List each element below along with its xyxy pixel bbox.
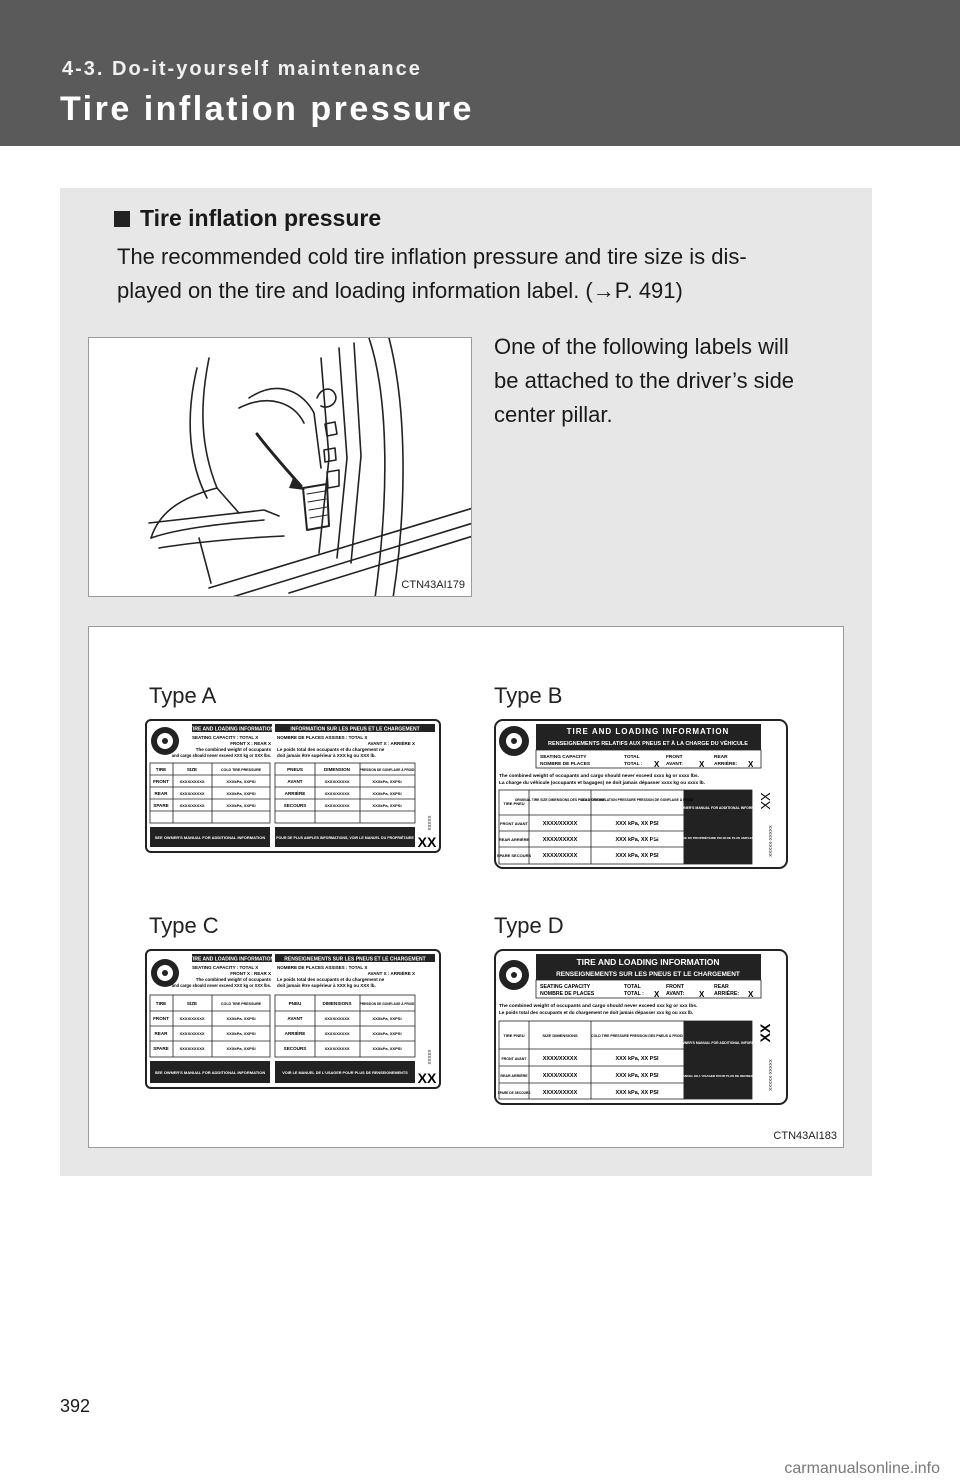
col-header: SIZE: [186, 1001, 198, 1006]
size-value: XXXX/XXXXX: [542, 1056, 578, 1062]
tire-icon: [151, 727, 179, 755]
combined-weight: The combined weight of occupants: [195, 747, 271, 752]
intro-paragraph: [117, 240, 847, 308]
xx-code: XX: [757, 1023, 773, 1043]
poids-total: Le poids total des occupants et du chargement ne: [277, 977, 385, 982]
seating-capacity: SEATING CAPACITY: [540, 984, 591, 990]
size-value: XXXX/XXXXX: [542, 1090, 578, 1096]
row-label: FRONT: [153, 1016, 169, 1021]
pressure-value: XXXkPa, XXPSI: [372, 1016, 402, 1021]
door-pillar-illustration: [88, 337, 472, 597]
combined-weight: and cargo should never exceed XXX kg or XXX lbs.: [171, 983, 271, 988]
total-label: TOTAL :: [624, 991, 644, 997]
fr-heading: RENSEIGNEMENTS RELATIFS AUX PNEUS ET À LA CHARGE DU VÉHICULE: [548, 741, 748, 747]
charge-vehicule: La charge du véhicule (occupants et bagages) ne doit jamais dépasser xxxx kg ou xxxx lb.: [499, 781, 706, 786]
pressure-value: XXX kPa, XX PSI: [615, 837, 659, 843]
col-header: SIZE DIMENSIONS: [542, 1033, 578, 1038]
front-label: FRONT: [666, 755, 683, 760]
section-title: 4-3. Do-it-yourself maintenance: [62, 58, 422, 80]
seating-capacity: SEATING CAPACITY: [540, 755, 587, 760]
seating-places: NOMBRE DE PLACES ASSISES : TOTAL X: [277, 735, 368, 740]
label-type-d: [494, 949, 788, 1105]
pressure-value: XXX kPa, XX PSI: [615, 821, 659, 827]
row-label: REAR ARRIÈRE: [498, 837, 530, 842]
side-code: XXXXX-XXXXX: [768, 1059, 773, 1091]
label-type-b: [494, 719, 788, 869]
page-title: Tire inflation pressure: [60, 90, 474, 128]
pressure-value: XXXkPa, XXPSI: [226, 803, 256, 808]
avant-label: AVANT:: [666, 991, 685, 997]
size-value: XXXX/XXXXX: [542, 837, 578, 843]
col-header: TIRE: [155, 767, 167, 772]
row-label: AVANT: [287, 1016, 303, 1021]
note-line: be attached to the driver’s side: [494, 368, 795, 393]
side-code: XXXXX: [427, 1049, 432, 1065]
en-heading: TIRE AND LOADING INFORMATION: [189, 726, 275, 733]
size-value: XXXX/XXXXX: [179, 791, 205, 796]
size-value: XXXX/XXXXX: [324, 779, 350, 784]
arriere-label: ARRIÈRE:: [714, 991, 740, 997]
label-location-note: [494, 330, 844, 432]
total-label: TOTAL :: [624, 762, 643, 767]
rear-label: REAR: [714, 984, 729, 990]
side-code: XXXXX: [427, 815, 432, 831]
front-rear: FRONT X : REAR X: [230, 741, 271, 746]
pressure-value: XXXkPa, XXPSI: [226, 1016, 256, 1021]
seat-count: X: [654, 760, 660, 769]
size-value: XXXX/XXXXX: [324, 1046, 350, 1051]
note-line: One of the following labels will: [494, 334, 789, 359]
page-header: [0, 0, 960, 146]
row-label: FRONT: [153, 779, 169, 784]
row-label: REAR: [154, 791, 168, 796]
intro-line: The recommended cold tire inflation pressure and tire size is dis-: [117, 244, 747, 269]
avant-label: AVANT:: [666, 762, 683, 767]
tire-icon: [499, 726, 529, 756]
car-seat-pillar-drawing: [89, 338, 472, 597]
row-label: SPARE SECOURS: [496, 853, 532, 858]
voir-manuel-text: VOIR LE MANUEL DE L'USAGER POUR PLUS DE RENSEIGNEMENTS: [666, 1074, 770, 1078]
size-value: XXXX/XXXXX: [324, 791, 350, 796]
see-manual-text: SEE OWNER'S MANUAL FOR ADDITIONAL INFORMATION: [154, 1070, 266, 1075]
front-rear: FRONT X : REAR X: [230, 971, 271, 976]
pressure-value: XXXkPa, XXPSI: [372, 791, 402, 796]
see-manual-text: SEE OWNER'S MANUAL FOR ADDITIONAL INFORMATION: [671, 1041, 765, 1045]
combined-weight: and cargo should never exceed XXX kg or XXX lbs.: [171, 753, 271, 758]
col-header: COLD TIRE PRESSURE: [220, 1002, 262, 1006]
square-bullet-icon: [114, 211, 130, 227]
row-label: REAR ARRIÈRE: [500, 1074, 528, 1078]
seat-count: X: [654, 990, 660, 999]
pressure-value: XXXkPa, XXPSI: [372, 779, 402, 784]
page-number: 392: [60, 1396, 91, 1416]
size-value: XXXX/XXXXX: [324, 1031, 350, 1036]
pressure-value: XXXkPa, XXPSI: [226, 1046, 256, 1051]
avant-arriere: AVANT X : ARRIÈRE X: [367, 741, 415, 746]
subheading-text: Tire inflation pressure: [140, 205, 382, 231]
seating-capacity: SEATING CAPACITY : TOTAL X: [192, 735, 259, 740]
col-header: ORIGINAL TIRE SIZE DIMENSIONS DES PNEU D'ORIGINE: [514, 798, 606, 802]
xx-code: XX: [758, 792, 773, 810]
subheading: [114, 205, 381, 232]
col-header: COLD TIRE PRESSURE: [220, 768, 262, 772]
pressure-value: XXXkPa, XXPSI: [226, 1031, 256, 1036]
size-value: XXXX/XXXXX: [542, 1073, 578, 1079]
avant-arriere: AVANT X : ARRIÈRE X: [367, 971, 415, 976]
row-label: SPARE: [153, 803, 169, 808]
poids-total: doit jamais être supérieur à XXX kg ou XXX lb.: [277, 983, 376, 988]
size-value: XXXX/XXXXX: [324, 1016, 350, 1021]
pressure-value: XXX kPa, XX PSI: [615, 1056, 659, 1062]
row-label: FRONT AVANT: [501, 1057, 527, 1061]
see-manual-text: SEE OWNER'S MANUAL FOR ADDITIONAL INFORMATION.: [670, 806, 766, 810]
row-label: REAR: [154, 1031, 168, 1036]
col-header: DIMENSIONS: [322, 1001, 352, 1006]
voir-manuel-text: VOIR LE MANUEL DE L'USAGER POUR PLUS DE RENSEIGNEMENTS: [282, 1071, 408, 1075]
poids-total: Le poids total des occupants et du chargement ne doit jamais dépasser xxx kg ou xxx lb.: [499, 1010, 694, 1015]
size-value: XXXX/XXXXX: [179, 803, 205, 808]
row-label: SECOURS: [283, 1046, 307, 1051]
figure-code: CTN43AI179: [401, 579, 465, 591]
pressure-value: XXXkPa, XXPSI: [372, 1031, 402, 1036]
label-type-a: [145, 719, 441, 853]
col-header: PNEUS: [287, 767, 303, 772]
combined-weight: The combined weight of occupants: [195, 977, 271, 982]
fr-heading: RENSEIGNEMENTS SUR LES PNEUS ET LE CHARGEMENT: [284, 956, 426, 963]
row-label: SPARE: [153, 1046, 169, 1051]
seating-places: NOMBRE DE PLACES ASSISES : TOTAL X: [277, 965, 368, 970]
row-label: ARRIÈRE: [284, 791, 306, 796]
en-heading: TIRE AND LOADING INFORMATION: [566, 727, 730, 736]
col-header: TIRE PNEU: [503, 801, 525, 806]
type-d-caption: Type D: [494, 913, 564, 938]
col-header: COLD TIRE INFLATION PRESSURE PRESSION DE GONFLAGE À FROID: [580, 798, 694, 802]
total-label: TOTAL: [624, 755, 640, 760]
en-heading: TIRE AND LOADING INFORMATION: [189, 956, 275, 963]
seat-count: X: [748, 760, 754, 769]
seat-count: X: [748, 990, 754, 999]
col-header: PNEU: [288, 1001, 302, 1006]
pressure-value: XXX kPa, XX PSI: [615, 1073, 659, 1079]
type-a-caption: Type A: [149, 683, 217, 708]
seating-places: NOMBRE DE PLACES: [540, 991, 595, 997]
type-b-caption: Type B: [494, 683, 563, 708]
row-label: ARRIÈRE: [284, 1031, 306, 1036]
pressure-value: XXXkPa, XXPSI: [372, 1046, 402, 1051]
front-label: FRONT: [666, 984, 684, 990]
col-header: PRESSION DE GONFLAGE À FROID: [359, 1002, 415, 1006]
row-label: SPARE DE SECOURS: [497, 1091, 531, 1095]
consult-guide-text: CONSULTER LE GUIDE DU PROPRIÉTAIRE POUR DE PLUS AMPLES RENSEIGNEMENTS: [652, 836, 784, 840]
xx-code: XX: [417, 834, 437, 850]
seating-places: NOMBRE DE PLACES: [540, 762, 591, 767]
pressure-value: XXXkPa, XXPSI: [372, 803, 402, 808]
col-header: TIRE: [155, 1001, 167, 1006]
watermark: carmanualsonline.info: [784, 1460, 940, 1477]
seat-count: X: [699, 990, 705, 999]
figure-code: CTN43AI183: [773, 1130, 837, 1142]
fr-heading: RENSEIGNEMENTS SUR LES PNEUS ET LE CHARGEMENT: [556, 971, 740, 978]
pressure-value: XXXkPa, XXPSI: [226, 779, 256, 784]
pressure-value: XXXkPa, XXPSI: [226, 791, 256, 796]
col-header: TIRE PNEU: [503, 1033, 525, 1038]
side-code: XXXXX-XXXXX: [768, 825, 773, 857]
size-value: XXXX/XXXXX: [542, 853, 578, 859]
pressure-value: XXX kPa, XX PSI: [615, 853, 659, 859]
combined-weight: The combined weight of occupants and cargo should never exceed xxxx kg or xxxx lbs.: [499, 774, 699, 779]
size-value: XXXX/XXXXX: [179, 1016, 205, 1021]
fr-heading: INFORMATION SUR LES PNEUS ET LE CHARGEMENT: [290, 726, 420, 733]
pressure-value: XXX kPa, XX PSI: [615, 1090, 659, 1096]
tire-icon: [499, 960, 529, 990]
row-label: AVANT: [287, 779, 303, 784]
pour-plus-text: POUR DE PLUS AMPLES INFORMATIONS, VOIR LE MANUEL DU PROPRIÉTAIRE: [276, 836, 414, 840]
intro-line: played on the tire and loading information label. (→P. 491): [117, 278, 683, 303]
en-heading: TIRE AND LOADING INFORMATION: [576, 957, 720, 967]
xx-code: XX: [417, 1070, 437, 1086]
note-line: center pillar.: [494, 402, 613, 427]
label-type-c: [145, 949, 441, 1089]
col-header: COLD TIRE PRESSURE PRESSION DES PNEUS À FROID: [591, 1034, 683, 1038]
arriere-label: ARRIÈRE:: [714, 762, 738, 767]
total-label: TOTAL: [624, 984, 641, 990]
label-types-figure: [88, 626, 844, 1148]
seating-capacity: SEATING CAPACITY : TOTAL X: [192, 965, 259, 970]
col-header: PRESSION DE GONFLAGE À FROID: [359, 768, 415, 772]
col-header: DIMENSION: [323, 767, 351, 772]
combined-weight: The combined weight of occupants and cargo should never exceed xxx kg or xxx lbs.: [499, 1004, 698, 1009]
size-value: XXXX/XXXXX: [179, 1046, 205, 1051]
size-value: XXXX/XXXXX: [542, 821, 578, 827]
row-label: SECOURS: [283, 803, 307, 808]
seat-count: X: [699, 760, 705, 769]
see-manual-text: SEE OWNER'S MANUAL FOR ADDITIONAL INFORMATION: [154, 835, 266, 840]
size-value: XXXX/XXXXX: [179, 1031, 205, 1036]
col-header: SIZE: [186, 767, 198, 772]
size-value: XXXX/XXXXX: [179, 779, 205, 784]
rear-label: REAR: [714, 755, 728, 760]
poids-total: doit jamais être supérieur à XXX kg ou XXX lb.: [277, 753, 376, 758]
row-label: FRONT AVANT: [500, 821, 528, 826]
poids-total: Le poids total des occupants et du chargement ne: [277, 747, 385, 752]
size-value: XXXX/XXXXX: [324, 803, 350, 808]
type-c-caption: Type C: [149, 913, 219, 938]
